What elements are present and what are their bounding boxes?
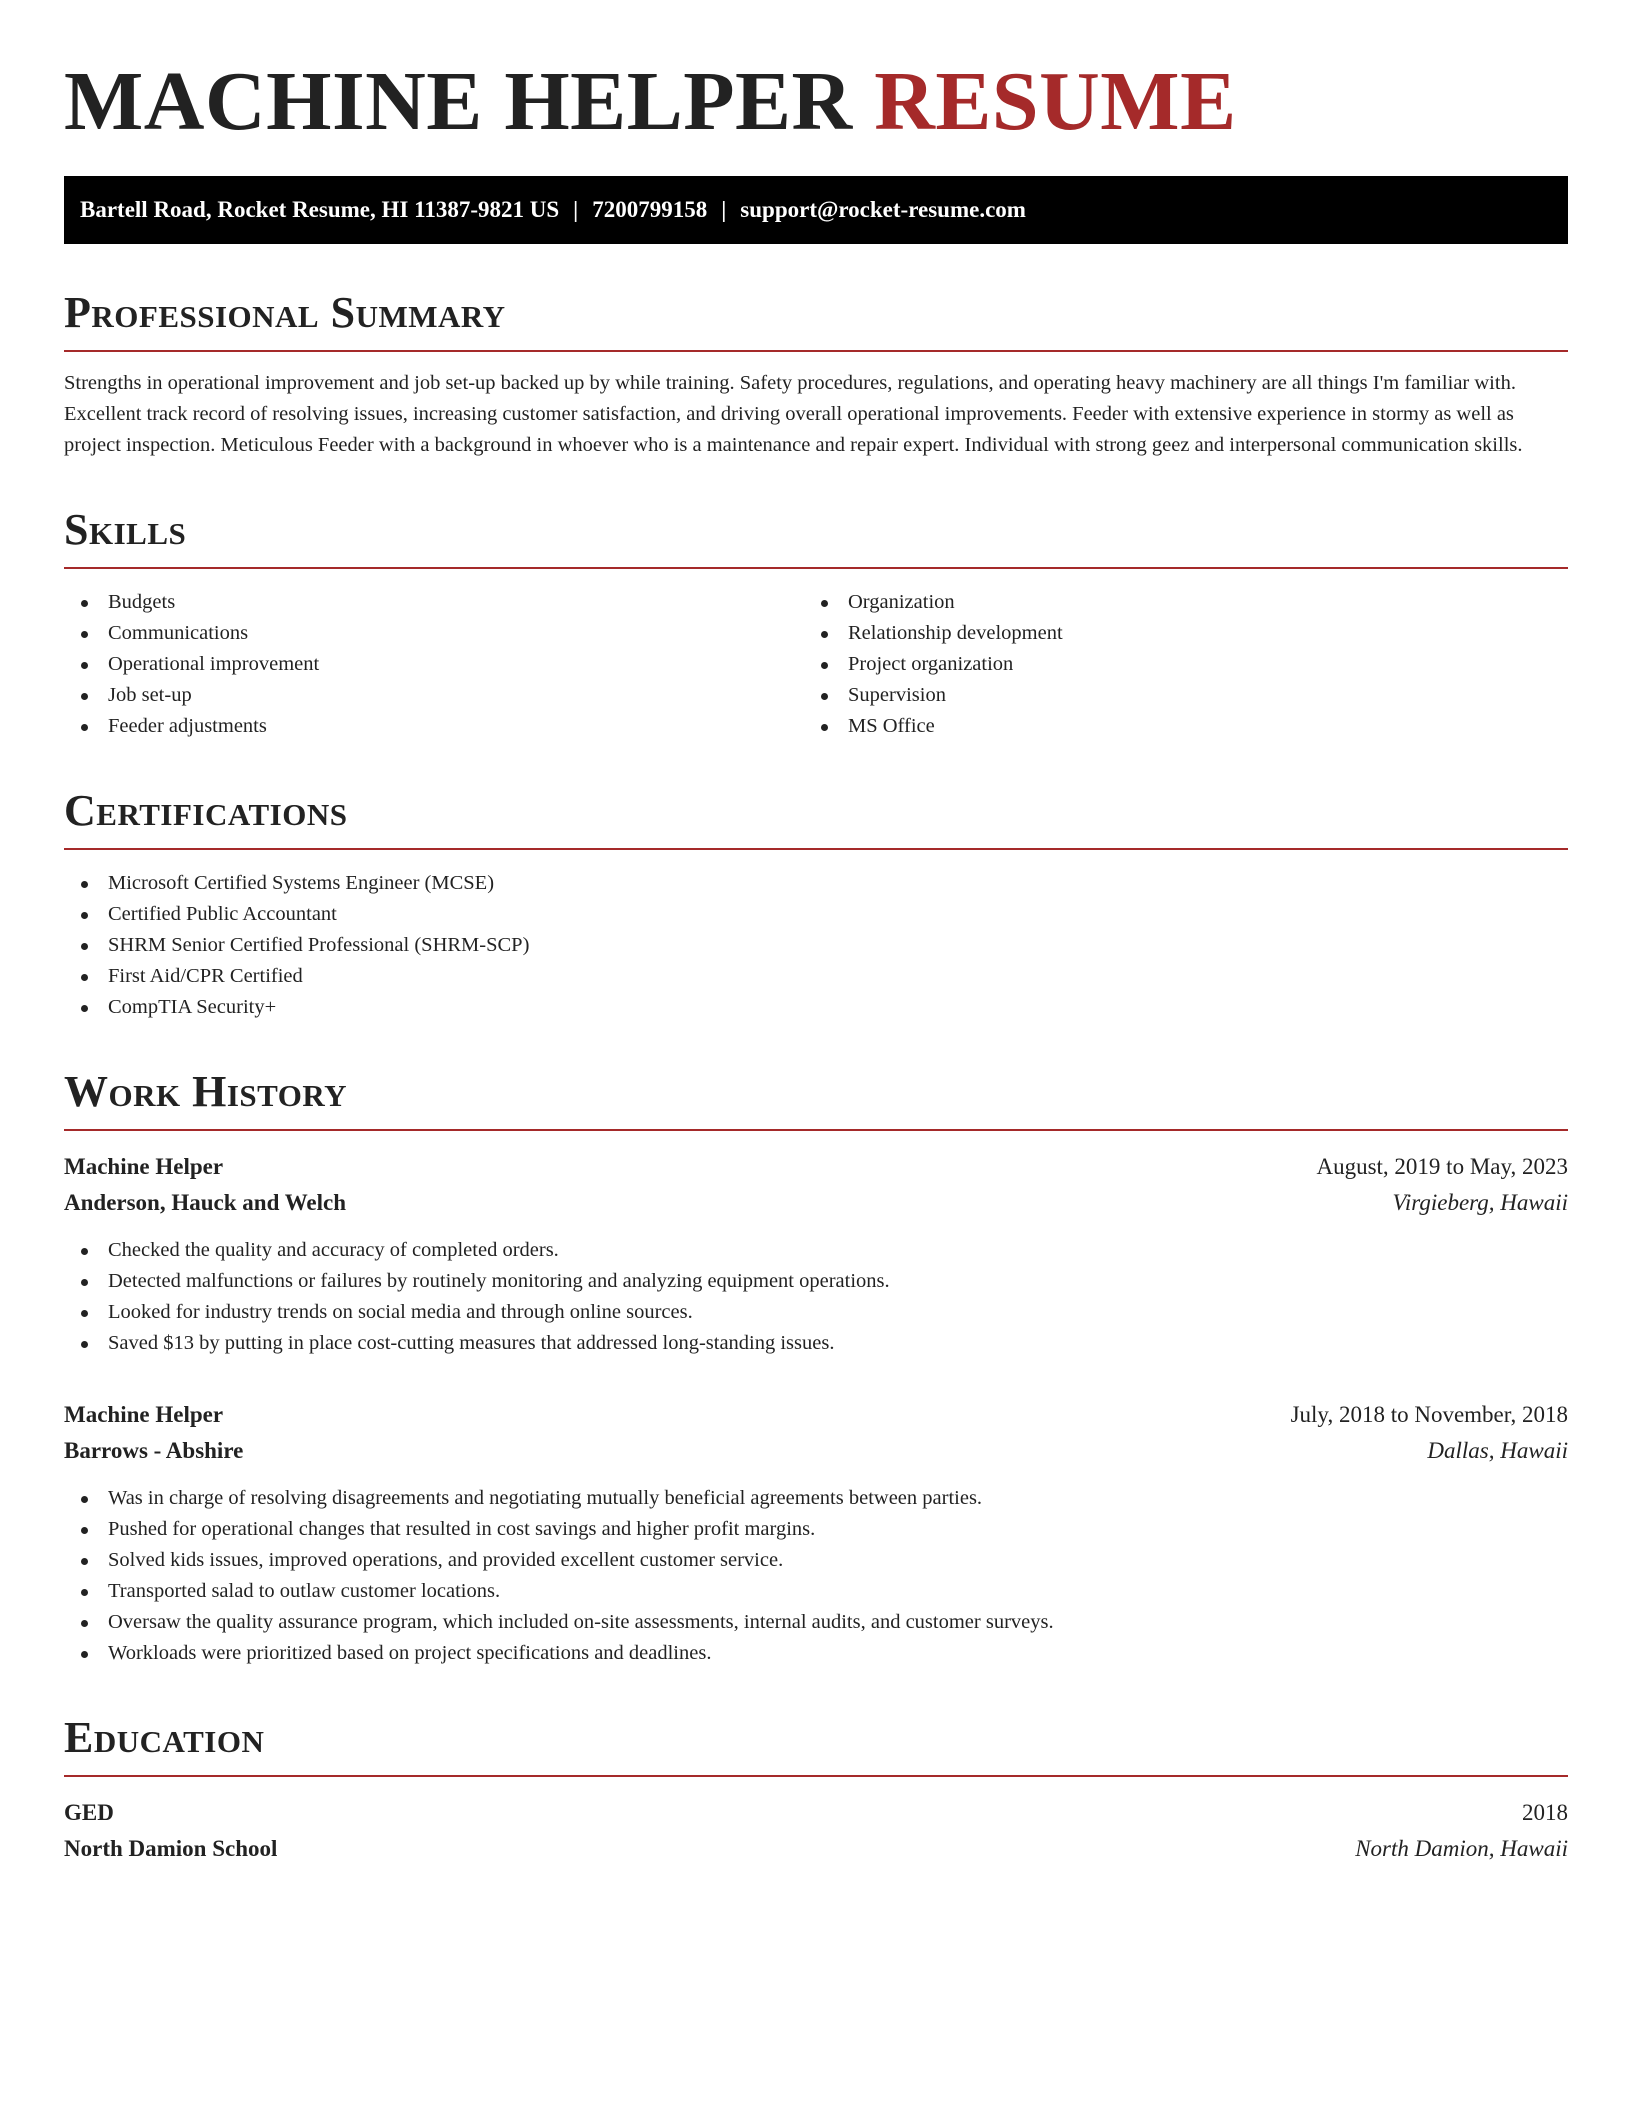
- job-company: Barrows - Abshire: [64, 1438, 244, 1463]
- job-duty-item: Saved $13 by putting in place cost-cutting measures that addressed long-standing issues.: [64, 1328, 1568, 1359]
- job-duty-item: Workloads were prioritized based on project specifications and deadlines.: [64, 1638, 1568, 1669]
- work-history-heading: Work History: [64, 1067, 1568, 1131]
- summary-heading: Professional Summary: [64, 288, 1568, 352]
- contact-separator: |: [573, 197, 579, 222]
- certifications-section: [64, 786, 1568, 1023]
- education-school: North Damion School: [64, 1836, 278, 1861]
- job-company: Anderson, Hauck and Welch: [64, 1190, 347, 1215]
- certification-item: Certified Public Accountant: [64, 899, 1568, 930]
- certification-item: CompTIA Security+: [64, 992, 1568, 1023]
- summary-section: [64, 288, 1568, 461]
- education-heading: Education: [64, 1713, 1568, 1777]
- skills-list-right: [804, 587, 1544, 742]
- job-company-row: [64, 1185, 1568, 1221]
- skills-grid: [64, 587, 1568, 742]
- education-degree-row: [64, 1795, 1568, 1831]
- job-entry: [64, 1397, 1568, 1669]
- education-entry: [64, 1795, 1568, 1867]
- skill-item: Operational improvement: [64, 649, 804, 680]
- skill-item: Job set-up: [64, 680, 804, 711]
- contact-separator: |: [721, 197, 727, 222]
- job-duty-item: Checked the quality and accuracy of completed orders.: [64, 1235, 1568, 1266]
- job-header-row: [64, 1397, 1568, 1433]
- skill-item: Organization: [804, 587, 1544, 618]
- certification-item: Microsoft Certified Systems Engineer (MCSE): [64, 868, 1568, 899]
- education-location: North Damion, Hawaii: [1355, 1836, 1568, 1861]
- job-title: Machine Helper: [64, 1402, 224, 1427]
- skill-item: Budgets: [64, 587, 804, 618]
- job-title: Machine Helper: [64, 1154, 224, 1179]
- certification-item: First Aid/CPR Certified: [64, 961, 1568, 992]
- job-company-row: [64, 1433, 1568, 1469]
- skill-item: MS Office: [804, 711, 1544, 742]
- job-dates: July, 2018 to November, 2018: [1290, 1402, 1568, 1427]
- education-year: 2018: [1522, 1800, 1568, 1825]
- job-duties-list: [64, 1235, 1568, 1359]
- skills-heading: Skills: [64, 505, 1568, 569]
- title-accent: RESUME: [874, 55, 1237, 148]
- skill-item: Feeder adjustments: [64, 711, 804, 742]
- job-location: Dallas, Hawaii: [1427, 1438, 1568, 1463]
- education-section: [64, 1713, 1568, 1867]
- skill-item: Relationship development: [804, 618, 1544, 649]
- certification-item: SHRM Senior Certified Professional (SHRM-SCP): [64, 930, 1568, 961]
- job-duty-item: Looked for industry trends on social media and through online sources.: [64, 1297, 1568, 1328]
- education-school-row: [64, 1831, 1568, 1867]
- contact-email: support@rocket-resume.com: [740, 197, 1026, 222]
- skill-item: Project organization: [804, 649, 1544, 680]
- resume-page: [64, 0, 1568, 1867]
- contact-address: Bartell Road, Rocket Resume, HI 11387-9821 US: [80, 197, 560, 222]
- job-duties-list: [64, 1483, 1568, 1669]
- certifications-list: [64, 868, 1568, 1023]
- job-location: Virgieberg, Hawaii: [1392, 1190, 1568, 1215]
- job-dates: August, 2019 to May, 2023: [1316, 1154, 1568, 1179]
- job-header-row: [64, 1149, 1568, 1185]
- job-duty-item: Detected malfunctions or failures by routinely monitoring and analyzing equipment operations.: [64, 1266, 1568, 1297]
- skill-item: Supervision: [804, 680, 1544, 711]
- resume-title: [64, 0, 1568, 152]
- skill-item: Communications: [64, 618, 804, 649]
- job-duty-item: Pushed for operational changes that resulted in cost savings and higher profit margins.: [64, 1514, 1568, 1545]
- job-duty-item: Transported salad to outlaw customer locations.: [64, 1576, 1568, 1607]
- job-duty-item: Oversaw the quality assurance program, which included on-site assessments, internal audits, and customer surveys.: [64, 1607, 1568, 1638]
- contact-bar: [64, 176, 1568, 244]
- education-degree: GED: [64, 1800, 114, 1825]
- work-history-section: [64, 1067, 1568, 1669]
- summary-text: Strengths in operational improvement and job set-up backed up by while training. Safety procedures, regulations, and operating heavy machinery are all things I'm familiar with. Excellent track record of resolving issues, increasing customer satisfaction, and driving overall operational improvements. Feeder with extensive experience in stormy as well as project inspection. Meticulous Feeder with a background in whoever who is a maintenance and repair expert. Individual with strong geez and interpersonal communication skills.: [64, 372, 1523, 456]
- job-duty-item: Was in charge of resolving disagreements and negotiating mutually beneficial agreements between parties.: [64, 1483, 1568, 1514]
- title-main: MACHINE HELPER: [64, 55, 853, 148]
- certifications-heading: Certifications: [64, 786, 1568, 850]
- job-duty-item: Solved kids issues, improved operations, and provided excellent customer service.: [64, 1545, 1568, 1576]
- skills-section: [64, 505, 1568, 742]
- skills-list-left: [64, 587, 804, 742]
- job-entry: [64, 1149, 1568, 1359]
- contact-phone: 7200799158: [592, 197, 708, 222]
